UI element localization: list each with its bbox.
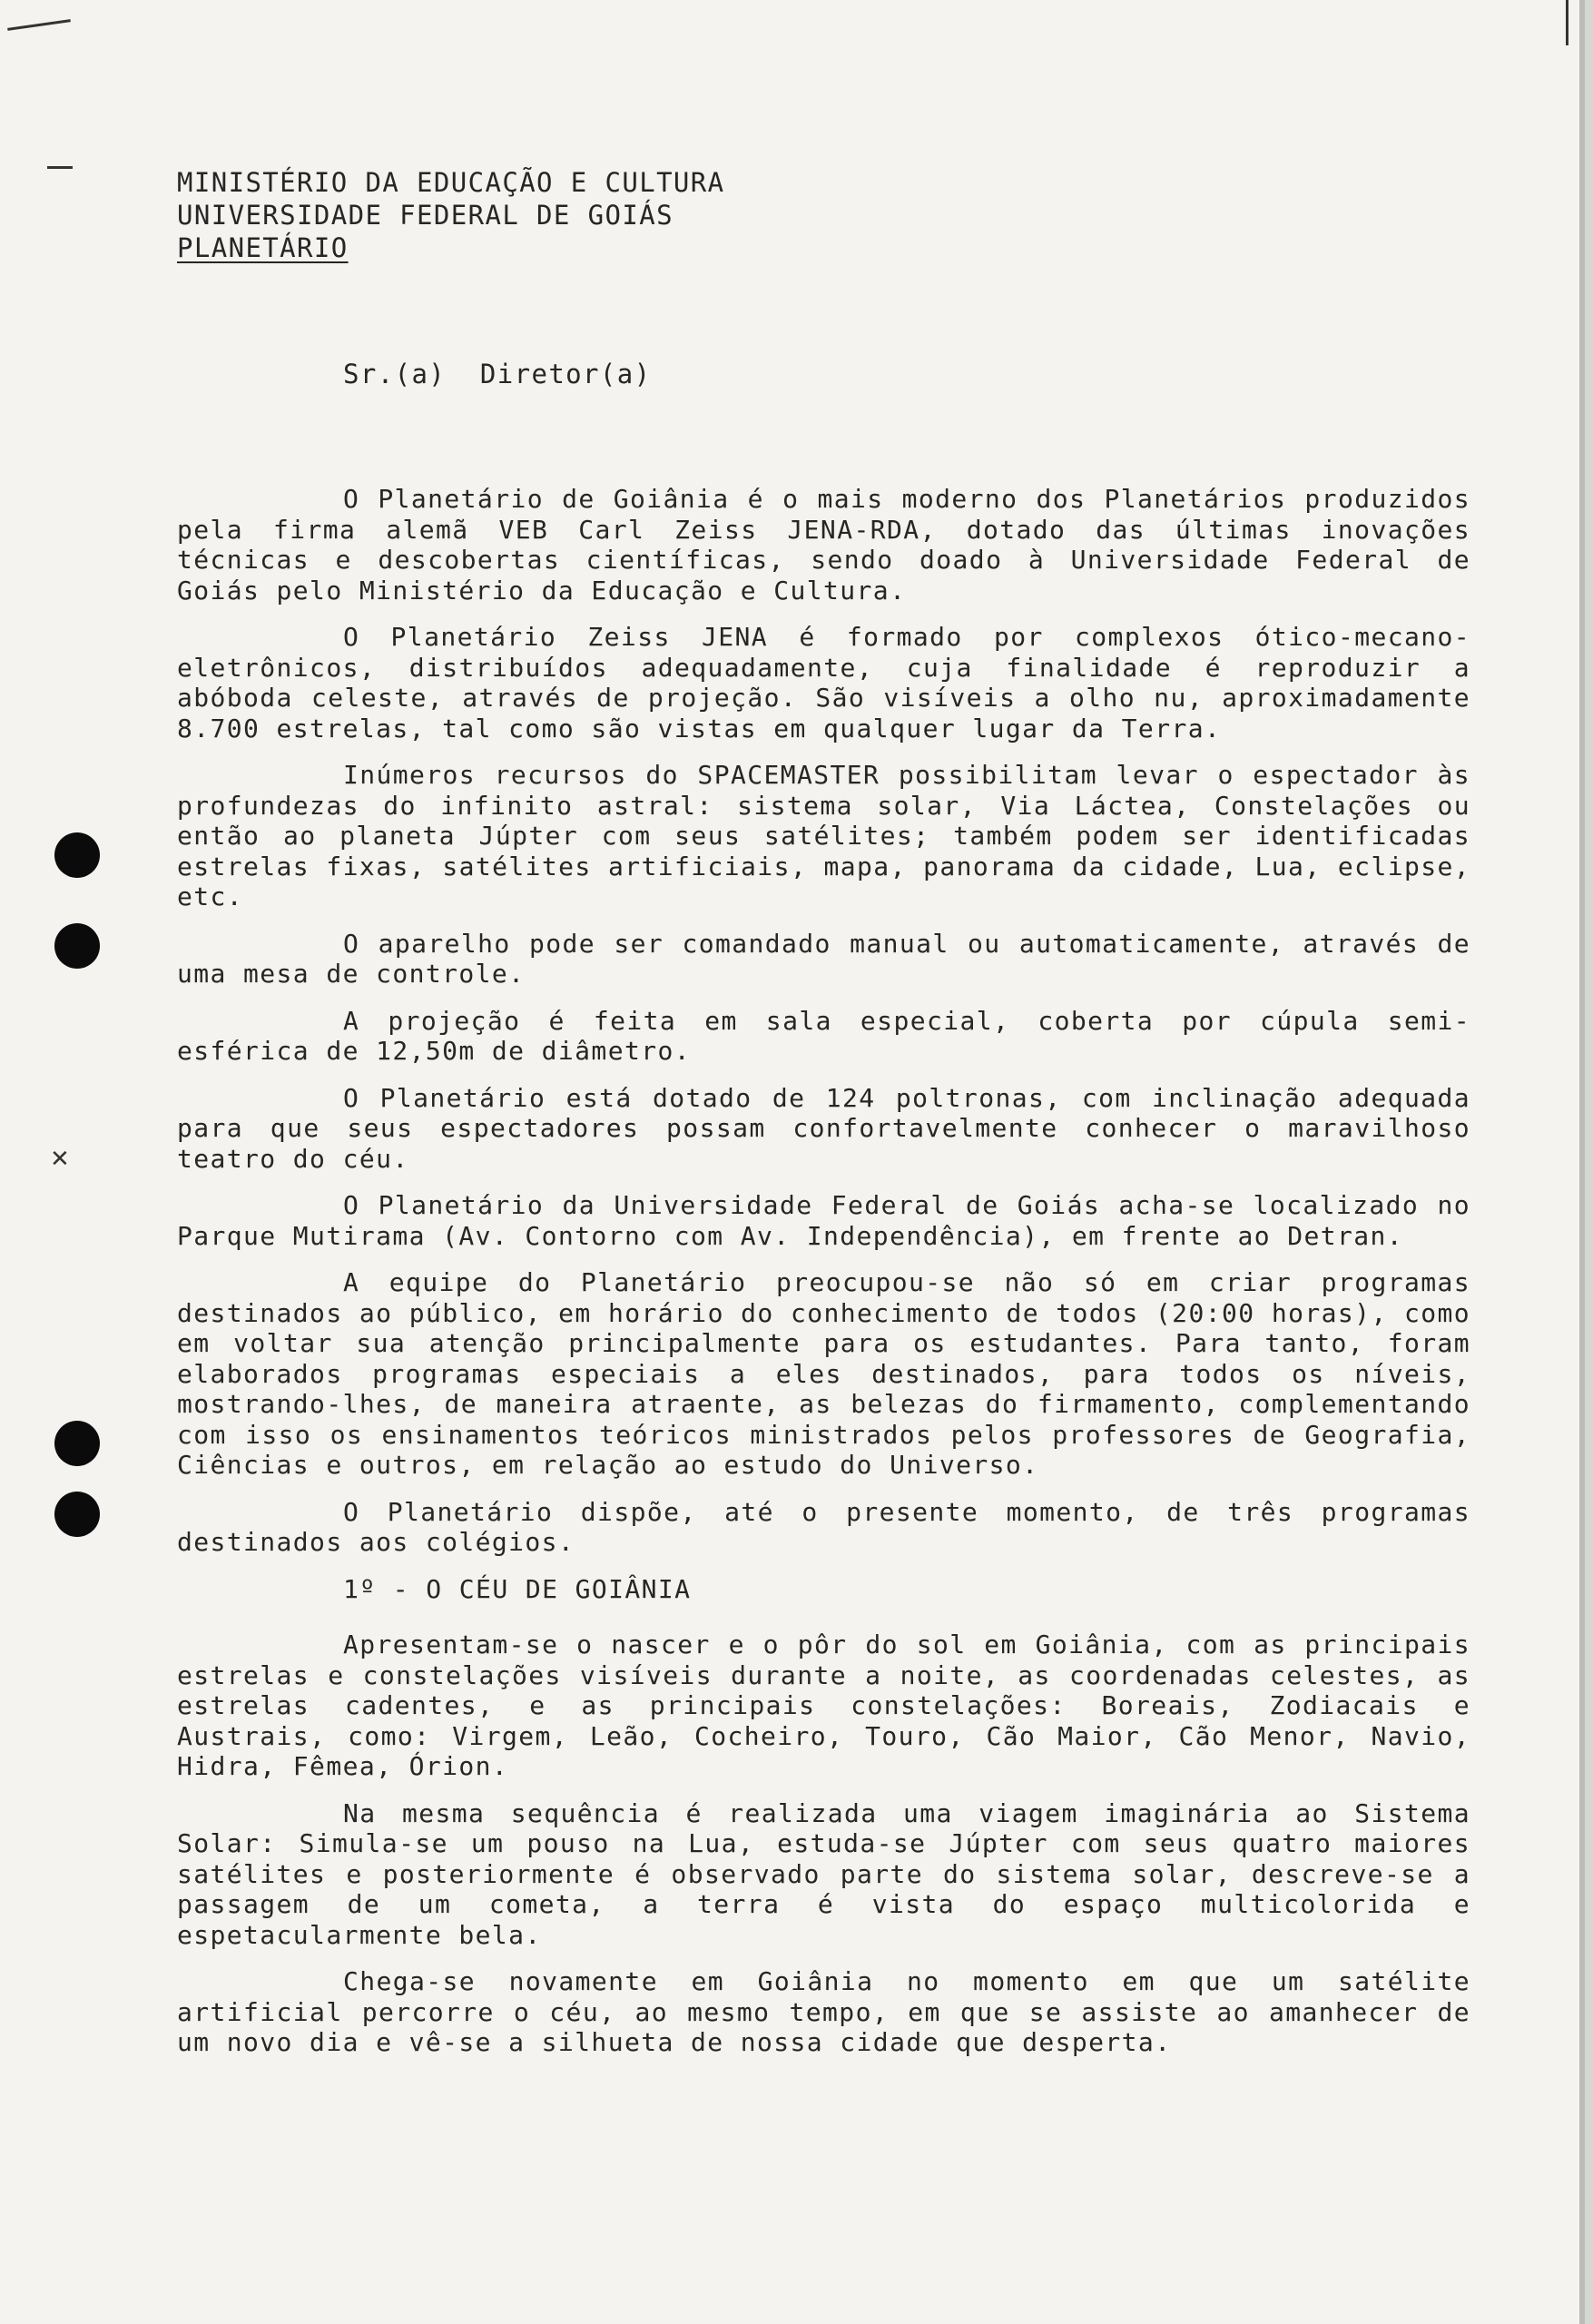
planetarium-line: PLANETÁRIO	[177, 232, 349, 263]
section-paragraph: Apresentam-se o nascer e o pôr do sol em Goiânia, com as principais estrelas e constelações visíveis durante a noite, as coordenadas celestes, as estrelas cadentes, e as principais constelações: Boreais, Zodiacais e Austrais, como: Virgem, Leão, Cocheiro, Touro, Cão Maior, Cão Menor, Navio, Hidra, Fêmea, Órion.	[177, 1630, 1470, 1781]
ink-speck: ✕	[50, 1146, 70, 1173]
letter-body	[177, 484, 1470, 2074]
paragraph: O aparelho pode ser comandado manual ou automaticamente, através de uma mesa de controle.	[177, 928, 1470, 989]
ministry-line: MINISTÉRIO DA EDUCAÇÃO E CULTURA	[177, 167, 725, 198]
paragraph: O Planetário está dotado de 124 poltronas, com inclinação adequada para que seus espectadores possam confortavelmente conhecer o maravilhoso teatro do céu.	[177, 1082, 1470, 1174]
paragraph: O Planetário dispõe, até o presente momento, de três programas destinados aos colégios.	[177, 1496, 1470, 1557]
section-paragraph: Chega-se novamente em Goiânia no momento em que um satélite artificial percorre o céu, ao mesmo tempo, em que se assiste ao amanhecer de um novo dia e vê-se a silhueta de nossa cidade que desperta.	[177, 1966, 1470, 2057]
ink-mark-left	[47, 166, 73, 169]
punch-hole-3	[54, 1421, 100, 1466]
paragraph: A equipe do Planetário preocupou-se não só em criar programas destinados ao público, em horário do conhecimento de todos (20:00 horas), como em voltar sua atenção principalmente para os estudantes. Para tanto, foram elaborados programas especiais a eles destinados, para todos os níveis, mostrando-lhes, de maneira atraente, as belezas do firmamento, complementando com isso os ensinamentos teóricos ministrados pelos professores de Geografia, Ciências e outros, em relação ao estudo do Universo.	[177, 1267, 1470, 1480]
punch-hole-4	[54, 1492, 100, 1537]
paragraph: O Planetário da Universidade Federal de Goiás acha-se localizado no Parque Mutirama (Av. Contorno com Av. Independência), em frente ao Detran.	[177, 1190, 1470, 1251]
ink-mark-right-edge	[1566, 0, 1568, 45]
ink-mark-top-left	[7, 19, 71, 31]
paragraph: O Planetário Zeiss JENA é formado por complexos ótico-mecano-eletrônicos, distribuídos adequadamente, cuja finalidade é reproduzir a abóboda celeste, através de projeção. São visíveis a olho nu, aproximadamente 8.700 estrelas, tal como são vistas em qualquer lugar da Terra.	[177, 622, 1470, 743]
paragraph: Inúmeros recursos do SPACEMASTER possibilitam levar o espectador às profundezas do infinito astral: sistema solar, Via Láctea, Constelações ou então ao planeta Júpter com seus satélites; também podem ser identificadas estrelas fixas, satélites artificiais, mapa, panorama da cidade, Lua, eclipse, etc.	[177, 760, 1470, 911]
paragraph: O Planetário de Goiânia é o mais moderno dos Planetários produzidos pela firma alemã VEB Carl Zeiss JENA-RDA, dotado das últimas inovações técnicas e descobertas científicas, sendo doado à Universidade Federal de Goiás pelo Ministério da Educação e Cultura.	[177, 484, 1470, 606]
letterhead	[177, 166, 725, 264]
salutation: Sr.(a) Diretor(a)	[343, 359, 652, 389]
university-line: UNIVERSIDADE FEDERAL DE GOIÁS	[177, 200, 674, 231]
section-heading: 1º - O CÉU DE GOIÂNIA	[343, 1573, 692, 1604]
punch-hole-2	[54, 923, 100, 969]
punch-hole-1	[54, 832, 100, 878]
section-paragraph: Na mesma sequência é realizada uma viagem imaginária ao Sistema Solar: Simula-se um pouso na Lua, estuda-se Júpter com seus quatro maiores satélites e posteriormente é observado parte do sistema solar, descreve-se a passagem de um cometa, a terra é vista do espaço multicolorida e espetacularmente bela.	[177, 1797, 1470, 1950]
paragraph: A projeção é feita em sala especial, coberta por cúpula semi-esférica de 12,50m de diâmetro.	[177, 1005, 1470, 1066]
